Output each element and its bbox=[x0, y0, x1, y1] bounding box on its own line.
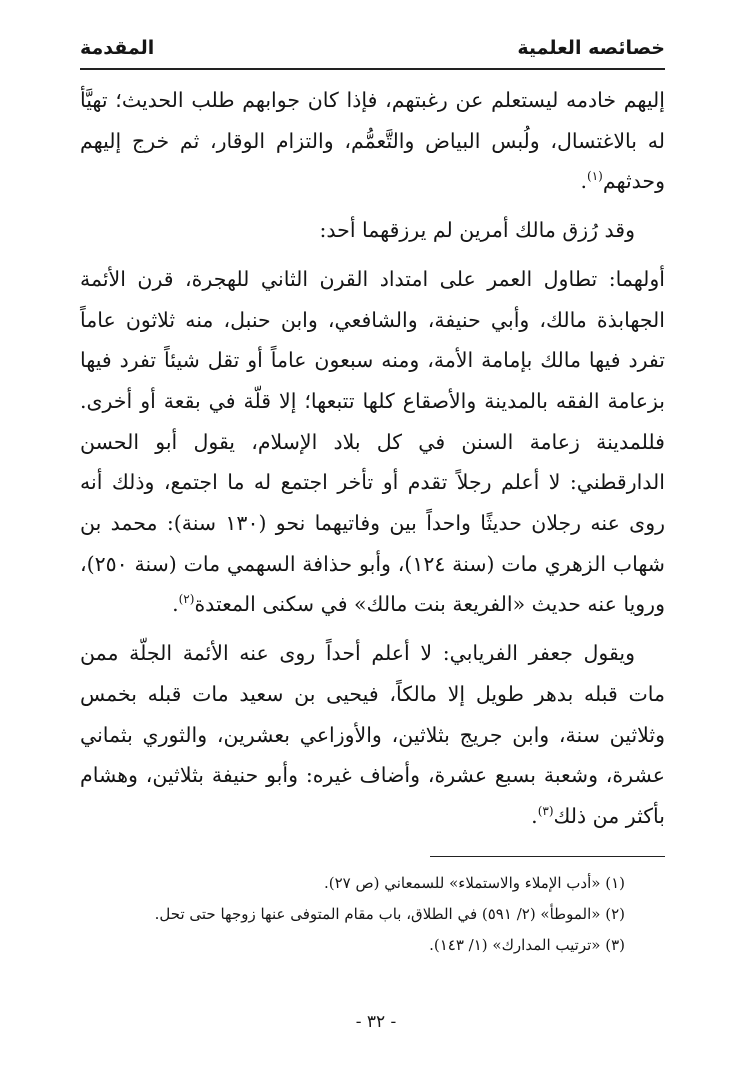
footnotes bbox=[80, 868, 665, 961]
footnote-2: (٢) «الموطأ» (٢/ ٥٩١) في الطلاق، باب مقام المتوفى عنها زوجها حتى تحل. bbox=[154, 905, 625, 923]
footnote-ref-2[interactable]: (٢) bbox=[178, 592, 195, 607]
paragraph-4: ويقول جعفر الفريابي: لا أعلم أحداً روى عنه الأئمة الجلّة ممن مات قبله بدهر طويل إلا مالكاً، فيحيى بن سعيد مات قبله بخمس وثلاثين سنة، وابن جريج بثلاثين، والأوزاعي بعشرين، والثوري بثماني عشرة، وشعبة بسبع عشرة، وأضاف غيره: وأبو حنيفة بثلاثين، وهشام بأكثر من ذلك$^{(٣)}$. bbox=[80, 641, 665, 828]
header-book-title: خصائصه العلمية bbox=[517, 37, 665, 59]
footnote-3: (٣) «ترتيب المدارك» (١/ ١٤٣). bbox=[429, 936, 625, 954]
footnote-ref-3[interactable]: (٣) bbox=[537, 804, 554, 819]
footnote-1: (١) «أدب الإملاء والاستملاء» للسمعاني (ص ٢٧). bbox=[323, 874, 625, 892]
footnote-ref-1[interactable]: (١) bbox=[587, 169, 603, 184]
main-text bbox=[80, 80, 665, 837]
header-section-title: المقدمة bbox=[80, 37, 155, 59]
header-rule bbox=[80, 68, 665, 70]
paragraph-1: إليهم خادمه ليستعلم عن رغبتهم، فإذا كان جوابهم طلب الحديث؛ تهيَّأ له بالاغتسال، ولُبس البياض والتَّعمُّم، والتزام الوقار، ثم خرج إليهم وحدثهم$^{(١)}$. bbox=[80, 88, 665, 194]
paragraph-3: أولهما: تطاول العمر على امتداد القرن الثاني للهجرة، قرن الأئمة الجهابذة مالك، وأبي حنيفة، والشافعي، وابن حنبل، منه ثلاثون عاماً تفرد فيها مالك بإمامة الأمة، ومنه سبعون عاماً أو تقل شيئاً تفرد فيها بزعامة الفقه بالمدينة والأصقاع كلها تتبعها؛ إلا قلّة في بقعة أو أخرى. فللمدينة زعامة السنن في كل بلاد الإسلام، يقول أبو الحسن الدارقطني: لا أعلم رجلاً تقدم أو تأخر اجتمع له ما اجتمع، وذلك أنه روى عنه رجلان حديثًا واحداً بين وفاتيهما نحو (١٣٠ سنة): محمد بن شهاب الزهري مات (سنة ١٢٤)، وأبو حذافة السهمي مات (سنة ٢٥٠)، ورويا عنه حديث «الفريعة بنت مالك» في سكنى المعتدة$^{(٢)}$. bbox=[80, 266, 665, 617]
paragraph-2: وقد رُزق مالك أمرين لم يرزقهما أحد: bbox=[319, 218, 635, 243]
running-header bbox=[80, 30, 665, 66]
footnote-separator bbox=[430, 856, 665, 857]
page-number: - ٣٢ - bbox=[355, 1012, 397, 1032]
